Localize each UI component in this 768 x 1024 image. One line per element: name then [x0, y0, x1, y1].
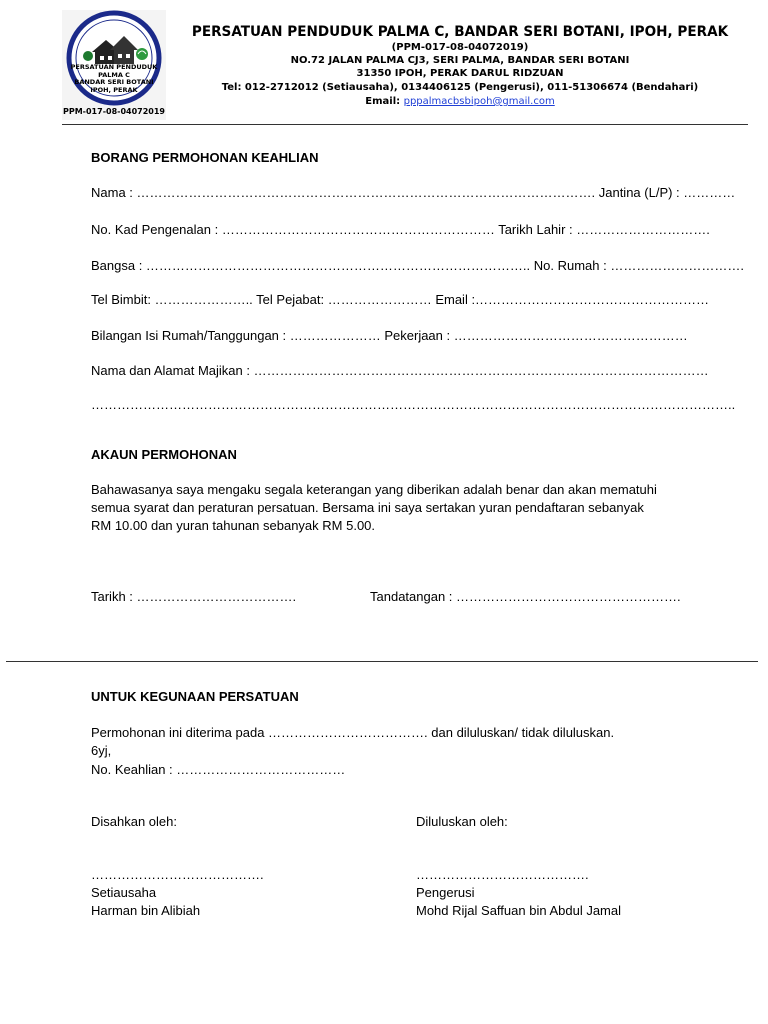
field-tandatangan: Tandatangan : ……………………………………………. — [370, 589, 681, 604]
field-bilangan: Bilangan Isi Rumah/Tanggungan : ………………… Pekerjaan : ……………………………………………… — [91, 328, 688, 343]
address-line-2: 31350 IPOH, PERAK DARUL RIDZUAN — [356, 68, 564, 79]
field-majikan: Nama dan Alamat Majikan : …………………………………………………………………………………………… — [91, 363, 709, 378]
field-tel: Tel Bimbit: ………………….. Tel Pejabat: …………………… Email :……………………………………………… — [91, 292, 710, 307]
signature-line-right: …………………………………. — [416, 867, 589, 882]
email-link[interactable]: pppalmacbsbipoh@gmail.com — [403, 96, 555, 107]
right-role: Pengerusi — [416, 885, 475, 900]
association-title: PERSATUAN PENDUDUK PALMA C, BANDAR SERI BOTANI, IPOH, PERAK — [191, 24, 729, 40]
address-line-1: NO.72 JALAN PALMA CJ3, SERI PALMA, BANDAR SERI BOTANI — [290, 55, 630, 66]
telephone-line: Tel: 012-2712012 (Setiausaha), 0134406125 (Pengerusi), 011-51306674 (Bendahari) — [221, 82, 699, 93]
field-no-keahlian: No. Keahlian : ………………………………… — [91, 762, 346, 777]
section-divider — [6, 661, 758, 662]
email-label: Email: — [365, 96, 401, 107]
diluluskan-label: Diluluskan oleh: — [416, 814, 508, 829]
logo-line-1: PALMA C — [98, 70, 130, 79]
association-logo — [62, 10, 166, 120]
logo-registration: PPM-017-08-04072019 — [62, 107, 165, 116]
registration-number: (PPM-017-08-04072019) — [391, 42, 529, 53]
field-bangsa: Bangsa : …………………………………………………………………………….. No. Rumah : …………………………. — [91, 258, 744, 273]
field-tarikh: Tarikh : ………………………………. — [91, 589, 297, 604]
left-role: Setiausaha — [91, 885, 157, 900]
kegunaan-heading: UNTUK KEGUNAAN PERSATUAN — [91, 689, 299, 704]
logo-line-3: IPOH, PERAK — [90, 85, 138, 94]
handwritten-note: 6yj, — [91, 743, 112, 758]
field-diterima: Permohonan ini diterima pada ………………………………. dan diluluskan/ tidak diluluskan. — [91, 725, 615, 740]
left-name: Harman bin Alibiah — [91, 903, 201, 918]
form-heading: BORANG PERMOHONAN KEAHLIAN — [91, 150, 319, 165]
email-line — [180, 96, 740, 107]
akaun-heading: AKAUN PERMOHONAN — [91, 447, 237, 462]
logo-line-2: BANDAR SERI BOTANI — [74, 78, 154, 86]
field-nama: Nama : ……………………………………………………………………………………………. Jantina (L/P) : ………… — [91, 185, 736, 200]
header-divider — [62, 124, 748, 125]
signature-line-left: …………………………………. — [91, 867, 264, 882]
akaun-paragraph: Bahawasanya saya mengaku segala keterangan yang diberikan adalah benar dan akan mematuhi semua syarat dan peraturan persatuan. Bersama ini saya sertakan yuran pendaftaran sebanyak RM 10.00 dan yuran tahunan sebanyak RM 5.00. — [91, 482, 657, 533]
field-majikan-2: ………………………………………………………………………………………………………………………………….. — [91, 397, 736, 412]
logo-ring-text: PERSATUAN PENDUDUK — [70, 63, 158, 71]
field-ic: No. Kad Pengenalan : ……………………………………………………… Tarikh Lahir : …………………………. — [91, 222, 710, 237]
disahkan-label: Disahkan oleh: — [91, 814, 177, 829]
right-name: Mohd Rijal Saffuan bin Abdul Jamal — [416, 903, 621, 918]
